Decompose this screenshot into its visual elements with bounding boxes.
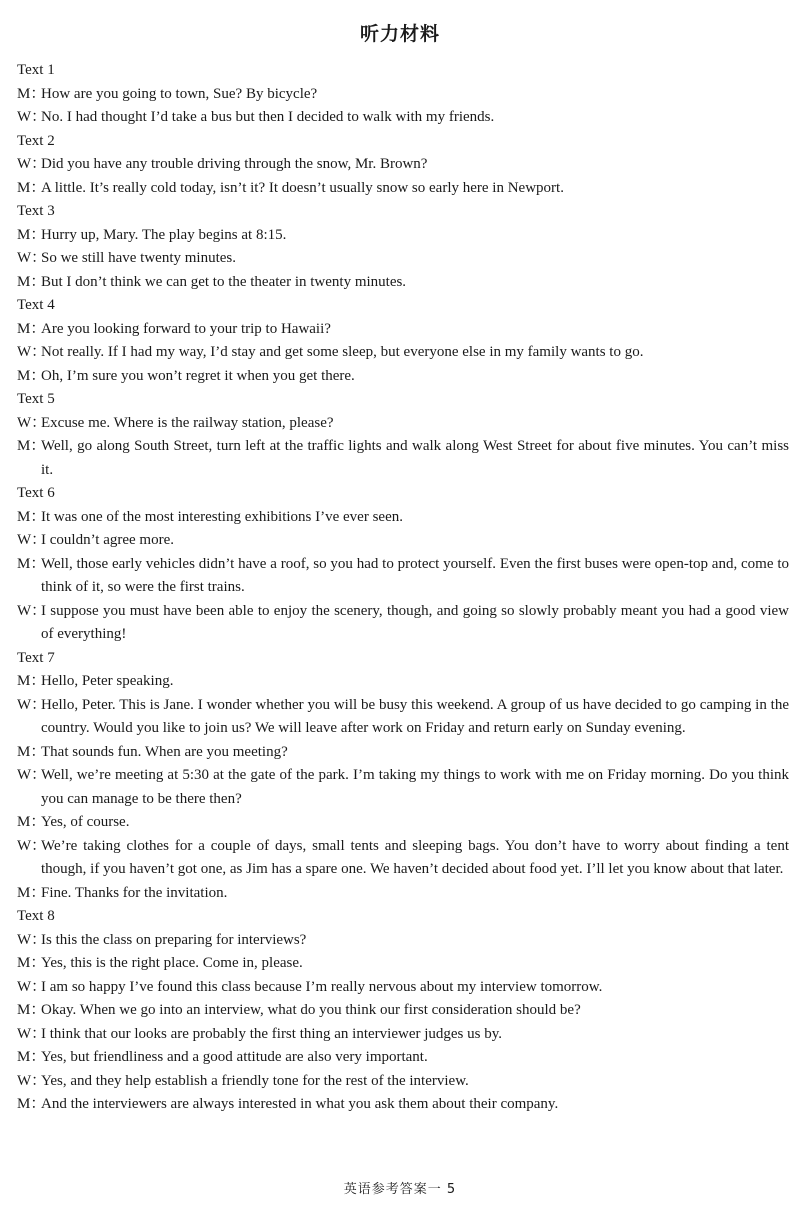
utterance-text: Hello, Peter speaking.	[41, 673, 174, 689]
dialogue-line	[17, 600, 789, 647]
utterance-text: Well, we’re meeting at 5:30 at the gate of the park. I’m taking my things to work with me on Friday morning. Do you think you can manage to be there then?	[41, 767, 789, 807]
speaker-label: W：	[17, 602, 47, 619]
section-label: Text 2	[17, 132, 55, 149]
utterance-text: I suppose you must have been able to enjoy the scenery, though, and going so slowly probably meant you had a good view of everything!	[41, 602, 789, 642]
speaker-label: M：	[17, 814, 46, 830]
section-label: Text 1	[17, 62, 55, 78]
speaker-label: M：	[17, 555, 46, 572]
dialogue-line	[17, 1070, 789, 1094]
speaker-label: W：	[17, 250, 47, 266]
speaker-label: M：	[17, 320, 46, 337]
speaker-label: W：	[17, 414, 47, 431]
dialogue-line	[17, 83, 789, 107]
speaker-label: W：	[17, 1025, 47, 1042]
dialogue-line	[17, 318, 789, 342]
utterance-text: Yes, of course.	[41, 814, 130, 830]
dialogue-line	[17, 1093, 789, 1117]
dialogue-line	[17, 271, 789, 295]
speaker-label: W：	[17, 837, 47, 854]
speaker-label: M：	[17, 1002, 46, 1018]
utterance-text: But I don’t think we can get to the theater in twenty minutes.	[41, 273, 407, 290]
utterance-text: Yes, and they help establish a friendly tone for the rest of the interview.	[41, 1072, 469, 1089]
utterance-text: How are you going to town, Sue? By bicycle?	[41, 85, 318, 102]
section-label: Text 6	[17, 485, 55, 501]
dialogue-line	[17, 670, 789, 694]
transcript	[17, 59, 789, 1117]
speaker-label: W：	[17, 344, 47, 360]
utterance-text: I am so happy I’ve found this class because I’m really nervous about my interview tomorrow.	[41, 978, 603, 995]
utterance-text: Are you looking forward to your trip to Hawaii?	[41, 320, 331, 337]
page-footer: 英语参考答案一 5	[343, 1182, 457, 1197]
dialogue-line	[17, 976, 789, 1000]
utterance-text: Excuse me. Where is the railway station, please?	[41, 414, 334, 431]
utterance-text: It was one of the most interesting exhibitions I’ve ever seen.	[41, 508, 403, 525]
speaker-label: M：	[17, 955, 46, 971]
utterance-text: And the interviewers are always interested in what you ask them about their company.	[41, 1096, 559, 1112]
dialogue-line	[17, 365, 789, 389]
utterance-text: That sounds fun. When are you meeting?	[41, 743, 288, 760]
utterance-text: Well, go along South Street, turn left at the traffic lights and walk along West Street for about five minutes. You can’t miss it.	[41, 438, 789, 478]
dialogue-line	[17, 694, 789, 741]
utterance-text: Hurry up, Mary. The play begins at 8:15.	[41, 226, 287, 243]
utterance-text: Not really. If I had my way, I’d stay and get some sleep, but everyone else in my family wants to go.	[41, 344, 644, 360]
dialogue-line	[17, 999, 789, 1023]
speaker-label: M：	[17, 743, 46, 760]
speaker-label: W：	[17, 109, 47, 125]
utterance-text: Did you have any trouble driving through the snow, Mr. Brown?	[41, 156, 428, 172]
dialogue-line	[17, 929, 789, 953]
dialogue-line	[17, 741, 789, 765]
dialogue-line	[17, 247, 789, 271]
speaker-label: M：	[17, 1096, 46, 1112]
speaker-label: W：	[17, 767, 47, 783]
speaker-label: W：	[17, 978, 47, 995]
dialogue-line	[17, 553, 789, 600]
speaker-label: W：	[17, 696, 47, 713]
dialogue-line	[17, 811, 789, 835]
utterance-text: Well, those early vehicles didn’t have a roof, so you had to protect yourself. Even the first buses were open-top and, come to think of it, so were the first trains.	[41, 555, 789, 595]
utterance-text: No. I had thought I’d take a bus but then I decided to walk with my friends.	[41, 109, 495, 125]
utterance-text: A little. It’s really cold today, isn’t it? It doesn’t usually snow so early here in Newport.	[41, 179, 564, 196]
utterance-text: Is this the class on preparing for interviews?	[41, 931, 307, 948]
section-label: Text 8	[17, 908, 55, 924]
dialogue-line	[17, 224, 789, 248]
dialogue-line	[17, 435, 789, 482]
dialogue-line	[17, 412, 789, 436]
section-label: Text 4	[17, 297, 55, 313]
speaker-label: W：	[17, 156, 47, 172]
utterance-text: Fine. Thanks for the invitation.	[41, 884, 228, 901]
dialogue-line	[17, 153, 789, 177]
speaker-label: M：	[17, 884, 46, 901]
speaker-label: M：	[17, 85, 46, 102]
speaker-label: M：	[17, 367, 46, 384]
utterance-text: I think that our looks are probably the first thing an interviewer judges us by.	[41, 1025, 503, 1042]
dialogue-line	[17, 341, 789, 365]
speaker-label: M：	[17, 273, 46, 290]
utterance-text: We’re taking clothes for a couple of days, small tents and sleeping bags. You don’t have to worry about finding a tent though, if you haven’t got one, as Jim has a spare one. We haven’t decided about food yet. I’ll let you know about that later.	[41, 837, 789, 877]
dialogue-line	[17, 506, 789, 530]
utterance-text: So we still have twenty minutes.	[41, 250, 236, 266]
dialogue-line	[17, 764, 789, 811]
speaker-label: M：	[17, 179, 46, 196]
speaker-label: M：	[17, 1049, 46, 1065]
utterance-text: Hello, Peter. This is Jane. I wonder whether you will be busy this weekend. A group of us have decided to go camping in the country. Would you like to join us? We will leave after work on Friday and return early on Sunday evening.	[41, 696, 789, 736]
utterance-text: Yes, this is the right place. Come in, please.	[41, 955, 303, 971]
utterance-text: Oh, I’m sure you won’t regret it when you get there.	[41, 367, 355, 384]
dialogue-line	[17, 1023, 789, 1047]
dialogue-line	[17, 1046, 789, 1070]
utterance-text: Okay. When we go into an interview, what do you think our first consideration should be?	[41, 1002, 581, 1018]
utterance-text: Yes, but friendliness and a good attitude are also very important.	[41, 1049, 428, 1065]
speaker-label: M：	[17, 508, 46, 525]
dialogue-line	[17, 835, 789, 882]
dialogue-line	[17, 177, 789, 201]
page-title: 听力材料	[359, 23, 440, 45]
section-label: Text 5	[17, 391, 55, 407]
speaker-label: W：	[17, 931, 47, 948]
speaker-label: M：	[17, 673, 46, 689]
dialogue-line	[17, 952, 789, 976]
dialogue-line	[17, 529, 789, 553]
dialogue-line	[17, 106, 789, 130]
dialogue-line	[17, 882, 789, 906]
utterance-text: I couldn’t agree more.	[41, 532, 175, 548]
speaker-label: W：	[17, 1072, 47, 1089]
section-label: Text 7	[17, 649, 55, 666]
section-label: Text 3	[17, 203, 55, 219]
speaker-label: W：	[17, 532, 47, 548]
speaker-label: M：	[17, 226, 46, 243]
speaker-label: M：	[17, 438, 46, 454]
